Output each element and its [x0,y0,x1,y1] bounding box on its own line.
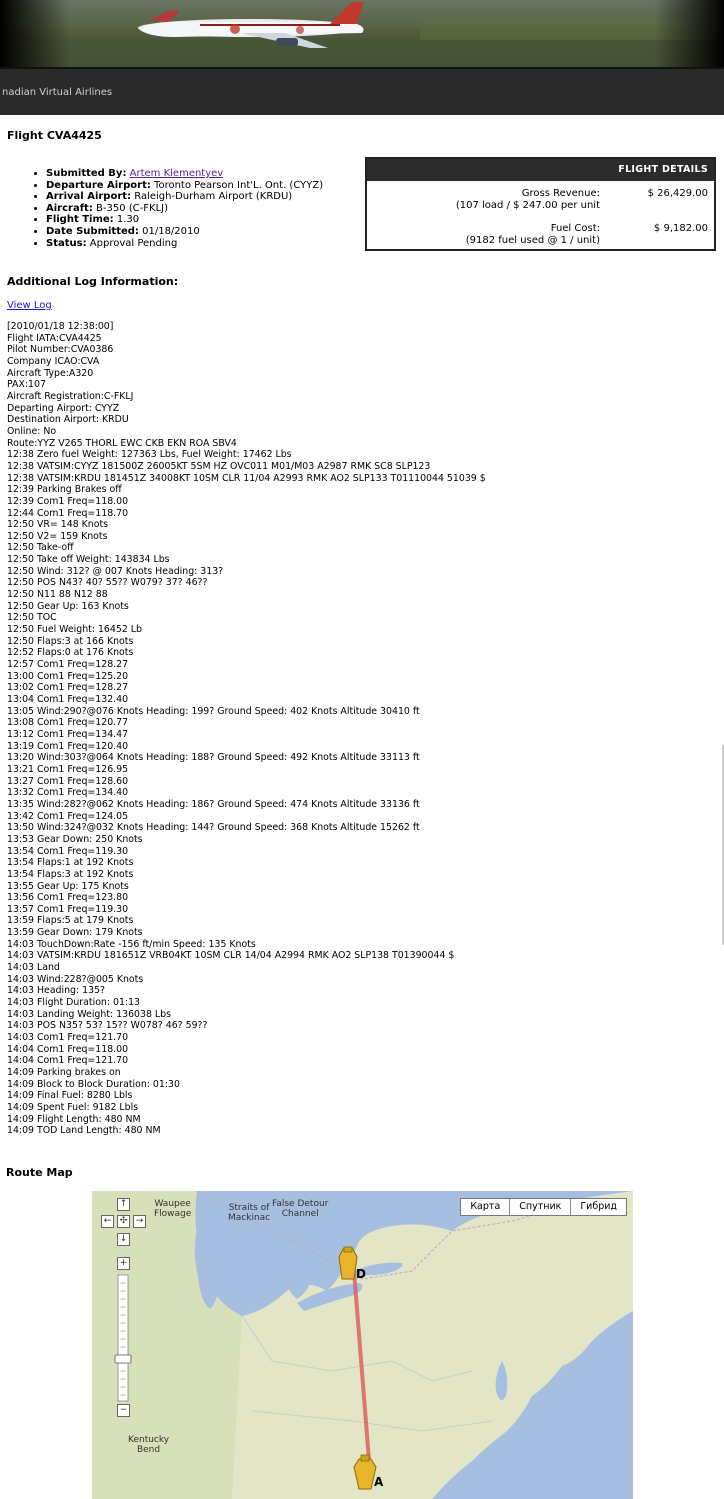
fuel-cost-detail: (9182 fuel used @ 1 / unit) [465,235,600,246]
log-line: 13:20 Wind:303?@064 Knots Heading: 188? Ground Speed: 492 Knots Altitude 33113 ft [7,752,420,764]
gross-revenue-value: $ 26,429.00 [647,188,708,199]
aircraft-value: B-350 (C-FKLJ) [96,202,168,214]
log-line: 13:54 Flaps:3 at 192 Knots [7,868,134,880]
map-type-satellite-button[interactable]: Спутник [509,1199,570,1215]
log-line: 14:03 Com1 Freq=121.70 [7,1032,129,1044]
list-item [46,180,323,192]
log-line: 13:00 Com1 Freq=125.20 [7,670,129,682]
log-line: 14:03 Wind:228?@005 Knots [7,973,144,985]
map-type-map-button[interactable]: Карта [470,1201,501,1212]
log-line: Route:YYZ V265 THORL EWC CKB EKN ROA SBV4 [7,437,237,449]
flight-details-panel [365,157,716,251]
log-line: 13:04 Com1 Freq=132.40 [7,694,129,705]
log-line: 12:50 Gear Up: 163 Knots [7,600,129,612]
origin-marker-label: D [356,1267,366,1281]
log-line: 14:03 POS N35? 53? 15?? W078? 46? 59?? [7,1020,208,1032]
log-line: 13:54 Com1 Freq=119.30 [7,845,129,857]
map-label-waupee: Waupee Flowage [154,1199,192,1219]
log-line: 12:50 Fuel Weight: 16452 Lb [7,624,142,636]
log-line: 13:21 Com1 Freq=126.95 [7,763,129,775]
log-line: 13:27 Com1 Freq=128.60 [7,775,129,787]
log-line: 12:39 Parking Brakes off [7,484,122,496]
log-line: [2010/01/18 12:38:00] [7,321,114,332]
log-line: Departing Airport: CYYZ [7,402,120,414]
map-label-straits: Straits of Mackinac [228,1203,271,1223]
log-line: 13:19 Com1 Freq=120.40 [7,740,129,752]
pan-down-button[interactable]: ↓ [117,1233,130,1246]
log-line: 12:52 Flaps:0 at 176 Knots [7,647,134,659]
log-line: Destination Airport: KRDU [7,414,129,426]
log-line: 13:57 Com1 Freq=119.30 [7,903,129,915]
map-type-switcher [460,1198,627,1216]
header-banner [0,0,724,67]
log-line: 13:02 Com1 Freq=128.27 [7,682,129,694]
log-line: Aircraft Registration:C-FKLJ [7,390,134,402]
log-line: 13:56 Com1 Freq=123.80 [7,892,129,904]
log-line: 14:04 Com1 Freq=118.00 [7,1043,129,1055]
submitted-by-label: Submitted By: [46,168,127,179]
flight-time-label: Flight Time: [46,214,114,226]
status-value: Approval Pending [89,237,178,249]
log-line: 13:55 Gear Up: 175 Knots [7,880,129,892]
log-line: 14:09 Block to Block Duration: 01:30 [7,1078,180,1090]
map-label-false-detour: False Detour Channel [272,1199,329,1219]
log-line: Company ICAO:CVA [7,355,100,367]
log-line: 13:42 Com1 Freq=124.05 [7,810,129,822]
log-line: 12:50 POS N43? 40? 55?? W079? 37? 46?? [7,577,208,589]
route-map[interactable] [92,1191,633,1499]
log-line: 14:09 Final Fuel: 8280 Lbls [7,1090,133,1102]
log-line: 14:09 Parking brakes on [7,1067,121,1078]
route-map-heading: Route Map [6,1166,73,1179]
departure-value: Toronto Pearson Int'L. Ont. (CYYZ) [154,179,324,191]
list-item [46,168,323,180]
date-submitted-label: Date Submitted: [46,225,139,237]
list-item [46,203,323,215]
submitter-link[interactable]: Artem Klementyev [129,168,224,179]
flight-log-text [7,321,486,1137]
log-line: 12:38 VATSIM:KRDU 181451Z 34008KT 10SM CLR 11/04 A2993 RMK AO2 SLP133 T01110044 51039 $ [7,472,486,484]
log-line: 12:38 Zero fuel Weight: 127363 Lbs, Fuel Weight: 17462 Lbs [7,449,292,461]
pan-up-button[interactable]: ↑ [117,1198,130,1211]
site-name[interactable]: nadian Virtual Airlines [2,87,113,98]
airplane-image [0,0,724,67]
map-label-kentucky: Kentucky Bend [128,1435,170,1455]
log-line: 12:50 TOC [7,612,57,624]
arrival-label: Arrival Airport: [46,191,132,203]
departure-label: Departure Airport: [46,179,151,191]
log-line: 14:09 Flight Length: 480 NM [7,1113,141,1125]
log-line: 13:59 Flaps:5 at 179 Knots [7,915,134,927]
fuel-cost-value: $ 9,182.00 [653,223,708,234]
banner-fade-right [654,0,724,67]
log-line: 12:50 N11 88 N12 88 [7,589,108,601]
log-line: 12:44 Com1 Freq=118.70 [7,507,129,519]
banner-fade-left [0,0,70,67]
log-line: 13:08 Com1 Freq=120.77 [7,717,129,729]
log-line: 14:03 Landing Weight: 136038 Lbs [7,1008,171,1020]
log-line: 12:57 Com1 Freq=128.27 [7,659,129,671]
log-line: PAX:107 [7,379,46,391]
log-line: 14:04 Com1 Freq=121.70 [7,1055,129,1067]
zoom-slider-handle [115,1355,131,1363]
map-type-hybrid-button[interactable]: Гибрид [570,1199,626,1215]
list-item [46,226,323,238]
nav-bar [0,67,724,115]
log-line: Aircraft Type:A320 [7,367,94,379]
flight-summary-list [32,168,323,249]
log-line: 12:50 Wind: 312? @ 007 Knots Heading: 313? [7,565,224,577]
zoom-in-button[interactable]: + [117,1257,130,1270]
list-item [46,191,323,203]
log-line: 14:09 Spent Fuel: 9182 Lbls [7,1101,139,1113]
log-line: 13:50 Wind:324?@032 Knots Heading: 144? Ground Speed: 368 Knots Altitude 15262 ft [7,822,420,834]
log-line: 12:50 Take off Weight: 143834 Lbs [7,554,170,566]
pan-left-button[interactable]: ← [101,1215,114,1228]
log-line: 13:12 Com1 Freq=134.47 [7,728,129,740]
log-line: Online: No [7,425,57,437]
log-line: 13:35 Wind:282?@062 Knots Heading: 186? Ground Speed: 474 Knots Altitude 33136 ft [7,798,420,810]
log-line: 12:39 Com1 Freq=118.00 [7,495,129,507]
view-log-link[interactable]: View Log [7,300,52,311]
fuel-cost-label: Fuel Cost: [550,223,600,234]
log-line: 14:03 TouchDown:Rate -156 ft/min Speed: 135 Knots [7,938,256,950]
gross-revenue-detail: (107 load / $ 247.00 per unit [455,200,600,211]
list-item [46,238,323,250]
log-line: 12:50 V2= 159 Knots [7,530,108,542]
page-title: Flight CVA4425 [7,129,102,142]
log-line: 13:32 Com1 Freq=134.40 [7,787,129,799]
date-submitted-value: 01/18/2010 [142,225,200,237]
list-item [46,214,323,226]
log-line: 14:03 VATSIM:KRDU 181651Z VRB04KT 10SM CLR 14/04 A2994 RMK AO2 SLP138 T01390044 $ [7,950,455,962]
log-line: 13:53 Gear Down: 250 Knots [7,833,143,845]
log-line: 14:09 TOD Land Length: 480 NM [7,1125,161,1137]
arrival-value: Raleigh-Durham Airport (KRDU) [134,191,293,203]
log-line: 12:38 VATSIM:CYYZ 181500Z 26005KT 5SM HZ OVC011 M01/M03 A2987 RMK SC8 SLP123 [7,460,431,472]
log-line: 12:50 Flaps:3 at 166 Knots [7,635,134,647]
log-line: 13:59 Gear Down: 179 Knots [7,927,143,939]
log-line: 12:50 Take-off [7,542,74,554]
flight-details-heading: FLIGHT DETAILS [367,159,714,181]
log-line: 14:03 Land [7,962,60,974]
destination-marker-label: A [374,1475,384,1489]
log-line: 14:03 Flight Duration: 01:13 [7,997,141,1009]
log-line: Flight IATA:CVA4425 [7,332,102,344]
log-line: 13:54 Flaps:1 at 192 Knots [7,857,134,869]
flight-time-value: 1.30 [116,214,140,226]
log-line: 12:50 VR= 148 Knots [7,519,109,531]
pan-center-button[interactable]: ✣ [117,1215,130,1228]
aircraft-label: Aircraft: [46,202,93,214]
gross-revenue-label: Gross Revenue: [521,188,600,199]
log-line: Pilot Number:CVA0386 [7,344,114,356]
pan-right-button[interactable]: → [133,1215,146,1228]
log-line: 13:05 Wind:290?@076 Knots Heading: 199? Ground Speed: 402 Knots Altitude 30410 ft [7,705,420,717]
log-heading: Additional Log Information: [7,275,179,288]
origin-marker-icon [339,1247,357,1279]
log-line: 14:03 Heading: 135? [7,985,106,997]
map-canvas[interactable] [92,1191,633,1499]
status-label: Status: [46,237,87,249]
zoom-out-button[interactable]: − [117,1404,130,1417]
